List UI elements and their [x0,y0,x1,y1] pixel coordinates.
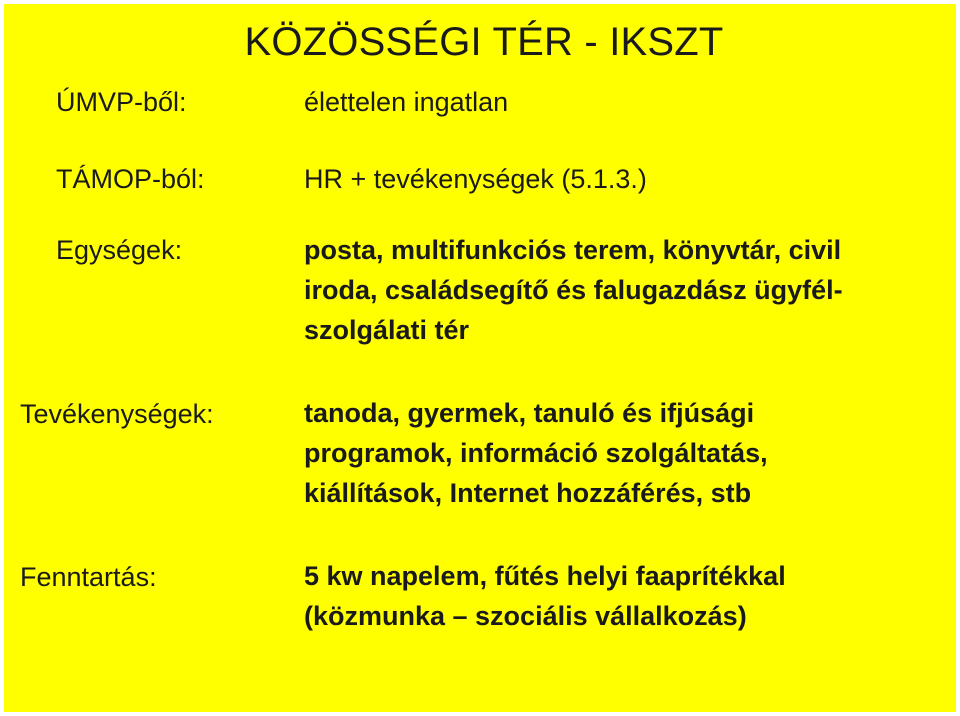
value-line: élettelen ingatlan [304,87,509,117]
value-line: posta, multifunkciós terem, könyvtár, civil [304,235,842,265]
value-line: HR + tevékenységek (5.1.3.) [304,164,647,194]
value-line: szolgálati tér [304,315,470,345]
slide-title: KÖZÖSSÉGI TÉR - IKSZT [244,20,724,64]
value-tevekenysegek [304,393,954,513]
label-tevekenysegek: Tevékenységek: [20,399,214,429]
value-fenntartas [304,556,954,636]
value-egysegek [304,230,954,350]
label-umvp: ÚMVP-ből: [56,87,187,117]
label-fenntartas: Fenntartás: [20,562,157,592]
value-umvp [304,85,954,119]
value-line: (közmunka – szociális vállalkozás) [304,601,747,631]
value-line: tanoda, gyermek, tanuló és ifjúsági [304,398,755,428]
value-line: kiállítások, Internet hozzáférés, stb [304,478,752,508]
value-line: programok, információ szolgáltatás, [304,438,768,468]
value-line: iroda, családsegítő és falugazdász ügyfél- [304,275,843,305]
value-line: 5 kw napelem, fűtés helyi faaprítékkal [304,561,786,591]
value-tamop [304,162,954,196]
label-tamop: TÁMOP-ból: [56,164,205,194]
label-egysegek: Egységek: [56,235,183,265]
